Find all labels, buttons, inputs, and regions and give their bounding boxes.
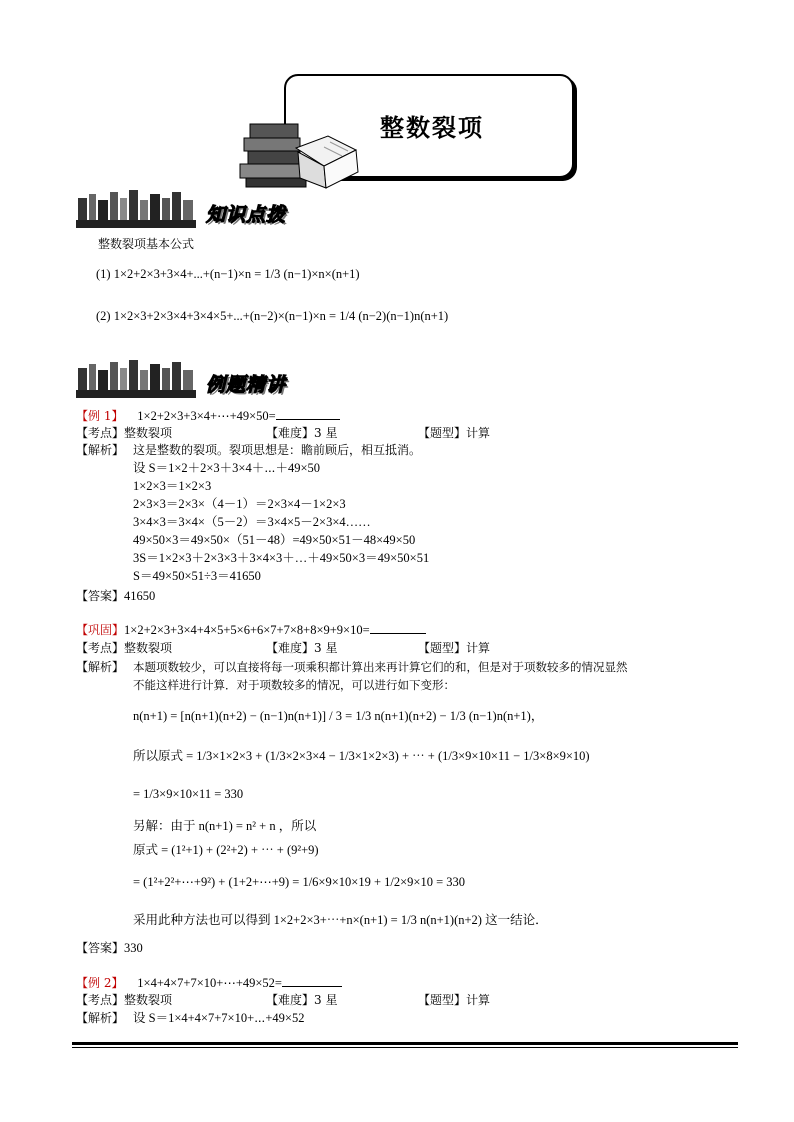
consolidation-tag: 【巩固】 [76,623,125,637]
equation-line: 原式 = (1²+1) + (2²+2) + ⋯ + (9²+9) [133,843,319,857]
consolidation-problem: 1×2+2×3+3×4+4×5+5×6+6×7+7×8+8×9+9×10= [124,623,370,637]
answer-label: 【答案】 [76,941,125,955]
conclusion-line: 采用此种方法也可以得到 1×2+2×3+⋯+n×(n+1) = 1/3 n(n+1)(n+2) 这一结论． [133,913,548,927]
equation-line: = (1²+2²+⋯+9²) + (1+2+⋯+9) = 1/6×9×10×19 + 1/2×9×10 = 330 [133,875,466,889]
nd-label: 【难度】 [266,641,315,655]
section-banner-icon [76,190,196,232]
tx-value: 计算 [466,993,491,1007]
consolidation-type [418,640,490,656]
section-title-examples: 例题精讲 [206,374,287,396]
answer-blank [282,975,342,987]
example-2-tag: 【例 2】 [76,976,124,990]
example-2-type [418,992,490,1008]
example-1-problem: 1×2+2×3+3×4+⋯+49×50= [137,409,276,423]
example-2-analysis-label: 【解析】 [76,1011,125,1025]
solution-line: 设 S＝1×2＋2×3＋3×4＋⋯＋49×50 [133,461,321,475]
tx-value: 计算 [466,641,491,655]
solution-line: 3S＝1×2×3＋2×3×3＋3×4×3＋…＋49×50×3＝49×50×51 [133,551,430,565]
page-title: 整数裂项 [380,114,484,142]
tx-label: 【题型】 [418,993,467,1007]
equation-line: n(n+1) = [n(n+1)(n+2) − (n−1)n(n+1)] / 3 = 1/3 n(n+1)(n+2) − 1/3 (n−1)n(n+1)， [133,709,544,723]
formula-1: (1) 1×2+2×3+3×4+...+(n−1)×n = 1/3 (n−1)×n×(n+1) [96,267,360,281]
solution-line: 不能这样进行计算．对于项数较多的情况，可以进行如下变形： [133,678,455,692]
example-2-difficulty [266,992,337,1008]
consolidation-header [76,622,426,638]
example-2-problem: 1×4+4×7+7×10+⋯+49×52= [137,976,282,990]
answer-blank [276,408,340,420]
answer-value: 330 [124,941,143,955]
kd-value: 整数裂项 [124,641,173,655]
consolidation-answer [76,940,143,956]
nd-label: 【难度】 [266,993,315,1007]
answer-value: 41650 [124,589,156,603]
solution-line: 3×4×3＝3×4×（5－2）＝3×4×5－2×3×4…… [133,515,371,529]
kd-value: 整数裂项 [124,993,173,1007]
nd-label: 【难度】 [266,426,315,440]
tx-label: 【题型】 [418,641,467,655]
example-1-meta [76,425,172,441]
solution-line: 本题项数较少，可以直接将每一项乘积都计算出来再计算它们的和，但是对于项数较多的情况显然 [133,660,628,674]
solution-line: 这是整数的裂项。裂项思想是：瞻前顾后，相互抵消。 [133,443,422,457]
footer-rule [72,1042,738,1045]
footer-rule-thin [72,1047,738,1048]
solution-line: 49×50×3＝49×50×（51－48）=49×50×51－48×49×50 [133,533,416,547]
tx-label: 【题型】 [418,426,467,440]
formula-2: (2) 1×2×3+2×3×4+3×4×5+...+(n−2)×(n−1)×n = 1/4 (n−2)(n−1)n(n+1) [96,309,449,323]
solution-line: 1×2×3＝1×2×3 [133,479,212,493]
equation-line: = 1/3×9×10×11 = 330 [133,787,244,801]
solution-line: 2×3×3＝2×3×（4－1）＝2×3×4－1×2×3 [133,497,346,511]
example-1-header [76,408,340,424]
answer-label: 【答案】 [76,589,125,603]
kd-label: 【考点】 [76,993,125,1007]
example-1-analysis-label: 【解析】 [76,443,125,457]
example-2-header [76,975,342,991]
kd-label: 【考点】 [76,641,125,655]
solution-line: 设 S＝1×4+4×7+7×10+⋯+49×52 [133,1011,305,1025]
consolidation-meta [76,640,172,656]
example-1-type [418,425,490,441]
answer-blank [370,622,426,634]
example-1-answer [76,588,155,604]
example-2-meta [76,992,172,1008]
knowledge-intro: 整数裂项基本公式 [98,237,195,251]
example-1-tag: 【例 1】 [76,409,124,423]
nd-value: 3 星 [314,993,338,1007]
section-banner-icon [76,360,196,402]
books-icon [238,118,362,190]
solution-line: S＝49×50×51÷3＝41650 [133,569,261,583]
nd-value: 3 星 [314,426,338,440]
nd-value: 3 星 [314,641,338,655]
consolidation-analysis-label: 【解析】 [76,660,125,674]
consolidation-difficulty [266,640,337,656]
kd-label: 【考点】 [76,426,125,440]
section-title-knowledge: 知识点拨 [206,204,287,226]
example-1-difficulty [266,425,337,441]
equation-line: 所以原式 = 1/3×1×2×3 + (1/3×2×3×4 − 1/3×1×2×3) + ⋯ + (1/3×9×10×11 − 1/3×8×9×10) [133,749,590,763]
tx-value: 计算 [466,426,491,440]
kd-value: 整数裂项 [124,426,173,440]
alternative-line: 另解：由于 n(n+1) = n² + n ，所以 [133,819,317,833]
